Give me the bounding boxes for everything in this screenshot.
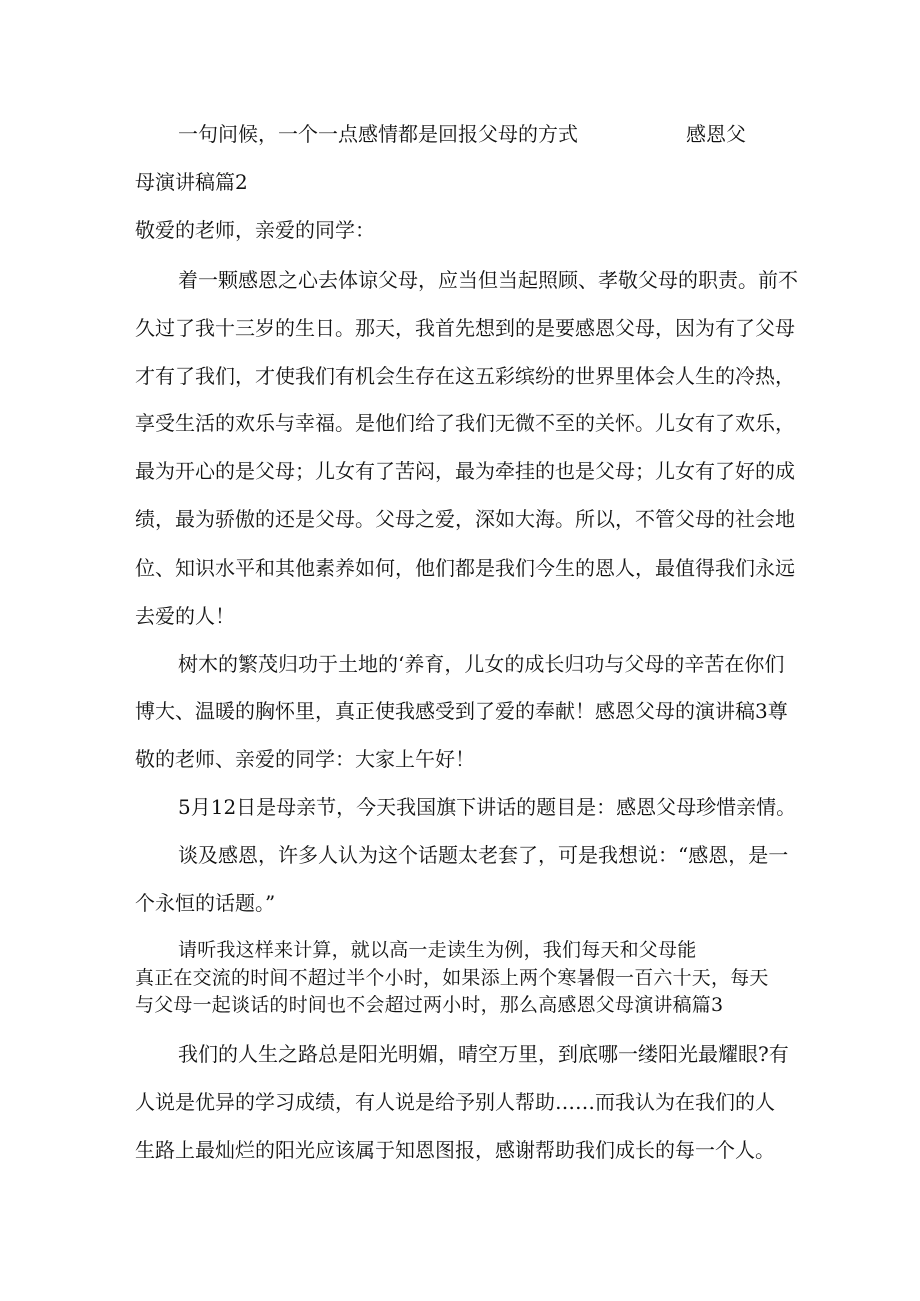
text-line-4: 着一颗感恩之心去体谅父母，应当但当起照顾、孝敬父母的职责。前不 <box>178 268 798 292</box>
text-line-heading: 母演讲稿篇2 <box>135 170 248 194</box>
text-line-15: 5月12日是母亲节，今天我国旗下讲话的题目是：感恩父母珍惜亲情。 <box>178 795 797 819</box>
text-line-10: 位、知识水平和其他素养如何，他们都是我们今生的恩人，最值得我们永远 <box>135 556 795 580</box>
text-line-12: 树木的繁茂归功于土地的‘养育，儿女的成长归功与父母的辛苦在你们 <box>178 652 785 676</box>
text-line-9: 绩，最为骄傲的还是父母。父母之爱，深如大海。所以，不管父母的社会地 <box>135 507 795 531</box>
text-line-5: 久过了我十三岁的生日。那天，我首先想到的是要感恩父母，因为有了父母 <box>135 316 795 340</box>
text-line-18: 请听我这样来计算，就以高一走读生为例，我们每天和父母能 <box>178 939 697 961</box>
text-line-7: 享受生活的欢乐与幸福。是他们给了我们无微不至的关怀。儿女有了欢乐， <box>135 411 795 435</box>
text-line-20: 与父母一起谈话的时间也不会超过两小时，那么高感恩父母演讲稿篇3 <box>135 994 724 1016</box>
text-line-16: 谈及感恩，许多人认为这个话题太老套了，可是我想说：“感恩，是一 <box>178 843 789 867</box>
text-line-8: 最为开心的是父母；儿女有了苦闷，最为牵挂的也是父母；儿女有了好的成 <box>135 459 795 483</box>
text-line-23: 生路上最灿烂的阳光应该属于知恩图报，感谢帮助我们成长的每一个人。 <box>135 1138 775 1162</box>
text-line-1-tail: 感恩父 <box>686 122 746 146</box>
text-line-11: 去爱的人！ <box>135 604 235 628</box>
text-line-21: 我们的人生之路总是阳光明媚，晴空万里，到底哪一缕阳光最耀眼?有 <box>178 1042 789 1066</box>
text-line-13: 博大、温暖的胸怀里，真正使我感受到了爱的奉献！感恩父母的演讲稿3尊 <box>135 699 788 723</box>
text-line-22: 人说是优异的学习成绩，有人说是给予别人帮助……而我认为在我们的人 <box>135 1090 775 1114</box>
text-line-salutation: 敬爱的老师，亲爱的同学： <box>135 218 375 242</box>
text-line-14: 敬的老师、亲爱的同学：大家上午好！ <box>135 747 475 771</box>
text-line-19: 真正在交流的时间不超过半个小时，如果添上两个寒暑假一百六十天，每天 <box>135 967 769 989</box>
text-line-17: 个永恒的话题。” <box>135 891 276 915</box>
text-line-1: 一句问候，一个一点感情都是回报父母的方式 <box>178 122 578 146</box>
text-line-6: 才有了我们，才使我们有机会生存在这五彩缤纷的世界里体会人生的冷热， <box>135 364 795 388</box>
